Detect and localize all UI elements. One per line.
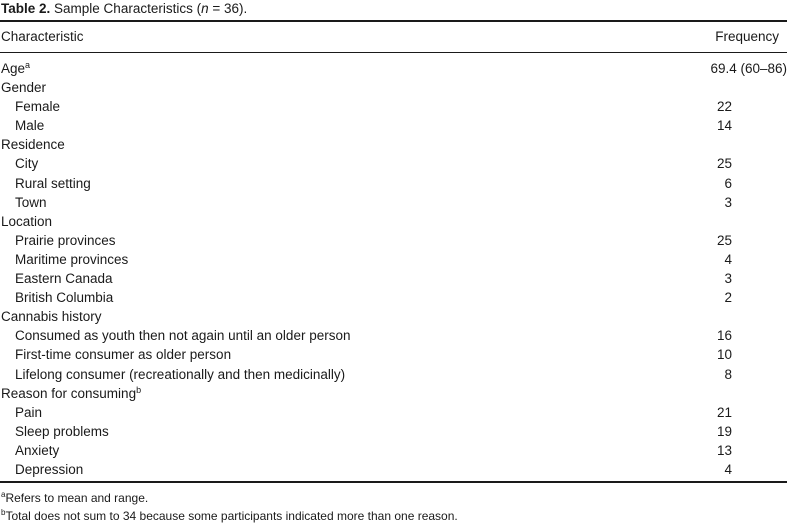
table-row-group	[0, 384, 787, 403]
row-label-text: Consumed as youth then not again until an older person	[15, 328, 351, 344]
header-characteristic: Characteristic	[1, 29, 84, 44]
footnote-mark: b	[1, 508, 6, 517]
row-label	[15, 174, 91, 193]
table-row	[0, 326, 787, 345]
row-frequency: 16	[716, 328, 732, 344]
caption-n-variable: n	[201, 1, 209, 16]
row-label	[15, 422, 109, 441]
row-label	[15, 231, 116, 250]
row-label-text: Female	[15, 99, 61, 115]
footnote-text: Total does not sum to 34 because some participants indicated more than one reason.	[5, 509, 458, 523]
row-frequency: 3	[724, 271, 732, 287]
table-caption	[1, 1, 247, 17]
row-label-text: Anxiety	[15, 442, 60, 458]
row-label-text: Prairie provinces	[15, 232, 116, 248]
row-frequency: 19	[716, 423, 732, 439]
row-label-text: Rural setting	[15, 175, 91, 191]
row-label	[15, 154, 38, 173]
row-label-text: Gender	[1, 80, 47, 96]
table-row-group	[0, 59, 787, 78]
table-row-group	[0, 212, 787, 231]
row-frequency: 25	[716, 156, 732, 172]
table-row	[0, 422, 787, 441]
row-label	[15, 250, 128, 269]
row-label	[15, 288, 113, 307]
table-row-group	[0, 135, 787, 154]
caption-text-before: Sample Characteristics (	[50, 1, 202, 16]
row-label-text: Residence	[1, 137, 65, 153]
row-label	[15, 269, 113, 288]
footnote-text: Refers to mean and range.	[5, 491, 149, 505]
row-label-text: Eastern Canada	[15, 271, 113, 287]
row-label	[15, 97, 60, 116]
row-frequency: 8	[724, 366, 732, 382]
table-row	[0, 174, 787, 193]
row-label	[15, 345, 231, 364]
row-label-text: British Columbia	[15, 290, 114, 306]
table-row	[0, 231, 787, 250]
row-label-text: Pain	[15, 404, 43, 420]
table-row	[0, 288, 787, 307]
row-label	[1, 212, 52, 231]
header-frequency: Frequency	[715, 29, 779, 44]
row-label	[15, 365, 345, 384]
caption-text-after: = 36).	[208, 1, 248, 16]
row-frequency: 14	[716, 118, 732, 134]
row-label	[15, 441, 59, 460]
table-row-group	[0, 78, 787, 97]
top-rule	[0, 20, 787, 22]
row-label-text: First-time consumer as older person	[15, 347, 232, 363]
row-label-text: Location	[1, 213, 53, 229]
footnote-mark: a	[1, 490, 6, 499]
row-label-text: Age	[1, 61, 26, 76]
footnotes	[1, 489, 458, 525]
table-row	[0, 97, 787, 116]
row-label	[1, 307, 102, 326]
row-label	[15, 116, 44, 135]
row-label-text: Cannabis history	[1, 309, 102, 325]
row-label	[1, 135, 65, 154]
row-frequency: 2	[724, 290, 732, 306]
row-frequency: 13	[716, 442, 732, 458]
row-label-text: Male	[15, 118, 45, 134]
row-frequency: 10	[716, 347, 732, 363]
table-row	[0, 441, 787, 460]
header-rule	[0, 52, 787, 53]
table-row	[0, 250, 787, 269]
row-label	[15, 193, 47, 212]
row-label-text: Town	[15, 194, 47, 210]
table-row	[0, 116, 787, 135]
row-frequency: 21	[716, 404, 732, 420]
table-row	[0, 365, 787, 384]
row-label-text: Lifelong consumer (recreationally and then medicinally)	[15, 366, 346, 382]
row-frequency: 4	[724, 251, 732, 267]
table-row	[0, 269, 787, 288]
footnote-a	[1, 489, 458, 507]
row-label	[15, 326, 350, 345]
row-label	[1, 78, 46, 97]
table-label: Table 2.	[1, 1, 51, 16]
row-frequency: 3	[724, 194, 732, 210]
table-row	[0, 460, 787, 479]
row-label-text: City	[15, 156, 39, 172]
table-row	[0, 154, 787, 173]
row-frequency: 22	[716, 99, 732, 115]
table-row-group	[0, 307, 787, 326]
row-label-text: Depression	[15, 461, 84, 477]
table-row	[0, 193, 787, 212]
bottom-rule	[0, 481, 787, 483]
footnote-marker: b	[136, 384, 142, 395]
table-body	[0, 59, 787, 479]
row-label-text: Maritime provinces	[15, 251, 129, 267]
row-frequency: 4	[724, 461, 732, 477]
row-label-text: Reason for consuming	[1, 385, 137, 401]
row-label	[15, 460, 83, 479]
row-label	[1, 59, 30, 78]
row-label-text: Sleep problems	[15, 423, 109, 439]
footnote-marker: a	[25, 60, 31, 70]
table-row	[0, 345, 787, 364]
row-label	[15, 403, 42, 422]
row-label	[1, 384, 141, 403]
row-frequency: 6	[724, 175, 732, 191]
row-frequency: 69.4 (60–86)	[710, 61, 787, 76]
table-row	[0, 403, 787, 422]
row-frequency: 25	[716, 232, 732, 248]
footnote-b	[1, 507, 458, 525]
